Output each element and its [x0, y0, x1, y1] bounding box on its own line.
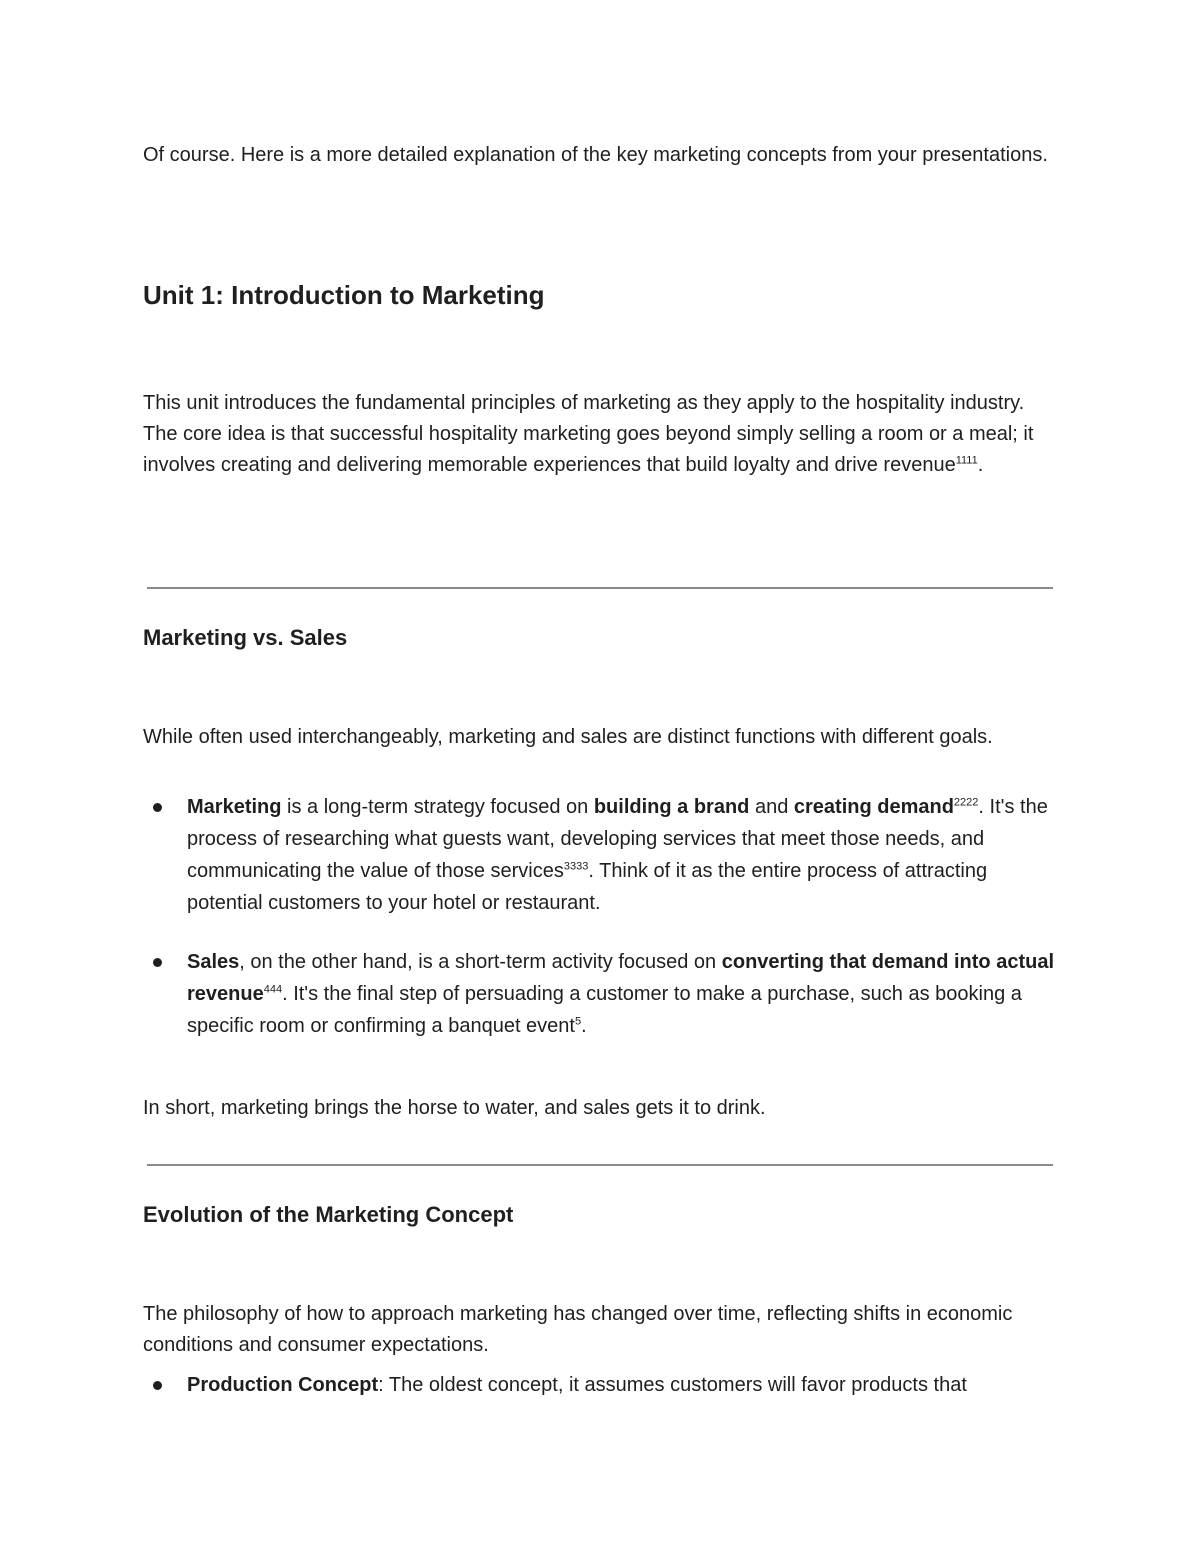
marketing-vs-sales-heading: Marketing vs. Sales [143, 625, 348, 650]
list-item-production-concept [143, 1369, 1058, 1401]
footnote-ref: 2222 [953, 796, 979, 809]
evolution-list [143, 1369, 1058, 1401]
footnote-ref: 444 [263, 983, 283, 996]
bullet-text: . It's the final step of persuading a customer to make a purchase, such as booking a specific room or confirming a banquet event [187, 983, 1022, 1037]
bullet-text: . Think of it as the entire process of attracting potential customers to your hotel or restaurant. [187, 860, 988, 914]
bullet-text: is a long-term strategy focused on [281, 796, 594, 818]
section-divider [147, 1164, 1053, 1166]
marketing-vs-sales-intro: While often used interchangeably, marketing and sales are distinct functions with different goals. [143, 726, 993, 748]
bullet-text: . It's the process of researching what guests want, developing services that meet those needs, and communicating the value of those services [187, 796, 1048, 882]
unit-1-intro-end: . [977, 454, 984, 476]
bullet-icon [153, 1381, 162, 1390]
bullet-icon [153, 958, 162, 967]
bullet-text: : The oldest concept, it assumes customers will favor products that [378, 1374, 967, 1396]
unit-1-intro-text: This unit introduces the fundamental principles of marketing as they apply to the hospitality industry. The core idea is that successful hospitality marketing goes beyond simply selling a room or a meal; it involves creating and delivering memorable experiences that build loyalty and drive revenue [143, 392, 1034, 476]
bullet-text: , on the other hand, is a short-term activity focused on [239, 951, 722, 973]
list-item-marketing [143, 791, 1058, 919]
evolution-intro: The philosophy of how to approach marketing has changed over time, reflecting shifts in economic conditions and consumer expectations. [143, 1303, 1013, 1356]
bullet-text: . [581, 1015, 587, 1037]
term-production-concept: Production Concept [187, 1374, 379, 1396]
bullet-icon [153, 803, 162, 812]
footnote-ref: 5 [574, 1015, 582, 1028]
section-divider [147, 587, 1053, 589]
intro-paragraph: Of course. Here is a more detailed explanation of the key marketing concepts from your presentations. [143, 144, 1048, 166]
bold-phrase: creating demand [793, 796, 954, 818]
bold-phrase: building a brand [593, 796, 750, 818]
unit-1-heading: Unit 1: Introduction to Marketing [143, 280, 545, 310]
term-marketing: Marketing [187, 796, 282, 818]
list-item-sales [143, 946, 1058, 1042]
bullet-text: and [749, 796, 794, 818]
footnote-ref: 3333 [563, 860, 589, 873]
marketing-vs-sales-list [143, 791, 1058, 1042]
footnote-ref: 1111 [955, 454, 978, 467]
unit-1-intro-paragraph [143, 388, 1058, 481]
marketing-vs-sales-summary: In short, marketing brings the horse to water, and sales gets it to drink. [143, 1097, 766, 1119]
bold-phrase: converting that demand into actual revenue [187, 951, 1055, 1005]
evolution-heading: Evolution of the Marketing Concept [143, 1202, 514, 1227]
term-sales: Sales [187, 951, 240, 973]
